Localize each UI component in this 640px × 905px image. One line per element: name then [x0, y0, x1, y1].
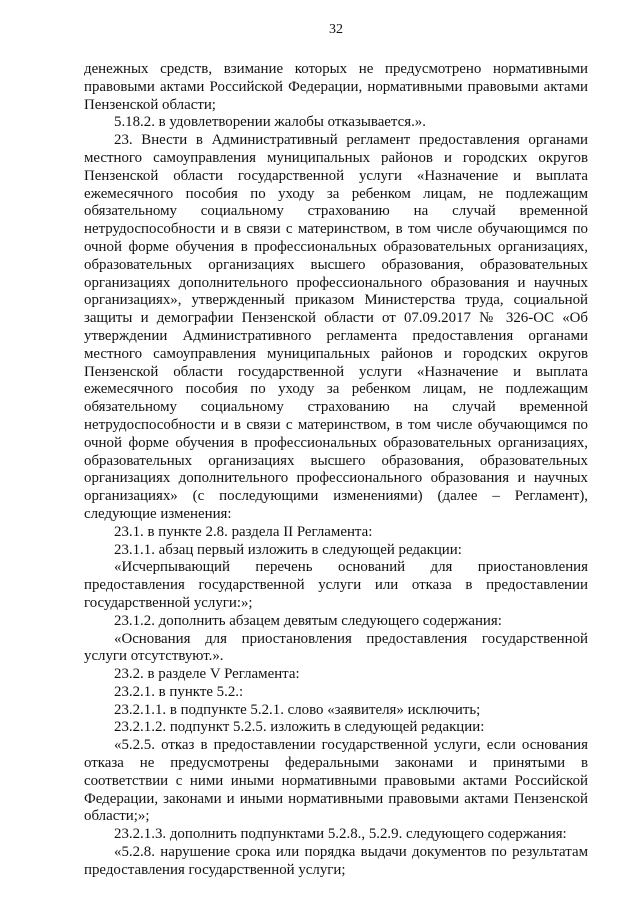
paragraph: денежных средств, взимание которых не предусмотрено нормативными правовыми актами Российской Федерации, нормативными правовыми актами Пензенской области; — [84, 61, 588, 113]
page-number: 32 — [329, 22, 343, 37]
paragraph: 23.1.1. абзац первый изложить в следующей редакции: — [114, 541, 462, 558]
document-body — [84, 61, 588, 880]
paragraph: 23.1.2. дополнить абзацем девятым следующего содержания: — [114, 612, 502, 629]
paragraph: 5.18.2. в удовлетворении жалобы отказывается.». — [114, 114, 426, 131]
paragraph: «Исчерпывающий перечень оснований для приостановления предоставления государственной услуги или отказа в предоставлении государственной услуги:»; — [84, 559, 588, 611]
paragraph: 23.1. в пункте 2.8. раздела II Регламента: — [114, 523, 373, 540]
paragraph: 23.2.1.2. подпункт 5.2.5. изложить в следующей редакции: — [114, 719, 485, 736]
paragraph: 23. Внести в Административный регламент предоставления органами местного самоуправления муниципальных районов и городских округов Пензенской области государственной услуги «Назначение и выплата ежемесячного пособия по уходу за ребенком лицам, не подлежащим обязательному социальному страхованию на случай временной нетрудоспособности и в связи с материнством, в том числе обучающимся по очной форме обучения в профессиональных образовательных организациях, образовательных организациях высшего образования, образовательных организациях дополнительного профессионального образования и научных организациях», утвержденный приказом Министерства труда, социальной защиты и демографии Пензенской области от 07.09.2017 № 326-ОС «Об утверждении Административного регламента предоставления органами местного самоуправления муниципальных районов и городских округов Пензенской области государственной услуги «Назначение и выплата ежемесячного пособия по уходу за ребенком лицам, не подлежащим обязательному социальному страхованию на случай временной нетрудоспособности и в связи с материнством, в том числе обучающимся по очной форме обучения в профессиональных образовательных организациях, образовательных организациях высшего образования, образовательных организациях дополнительного профессионального образования и научных организациях» (с последующими изменениями) (далее – Регламент), следующие изменения: — [84, 132, 588, 522]
paragraph: «5.2.8. нарушение срока или порядка выдачи документов по результатам предоставления государственной услуги; — [84, 844, 588, 878]
paragraph: 23.2. в разделе V Регламента: — [114, 666, 300, 683]
paragraph: 23.2.1.3. дополнить подпунктами 5.2.8., 5.2.9. следующего содержания: — [114, 826, 567, 843]
paragraph: «Основания для приостановления предоставления государственной услуги отсутствуют.». — [84, 630, 588, 665]
paragraph: 23.2.1.1. в подпункте 5.2.1. слово «заявителя» исключить; — [114, 701, 481, 718]
paragraph: «5.2.5. отказ в предоставлении государственной услуги, если основания отказа не предусмотрены федеральными законами и принятыми в соответствии с ними иными нормативными правовыми актами Российской Федерации, законами и иными нормативными правовыми актами Пензенской области;»; — [84, 737, 588, 825]
paragraph: 23.2.1. в пункте 5.2.: — [114, 683, 244, 700]
